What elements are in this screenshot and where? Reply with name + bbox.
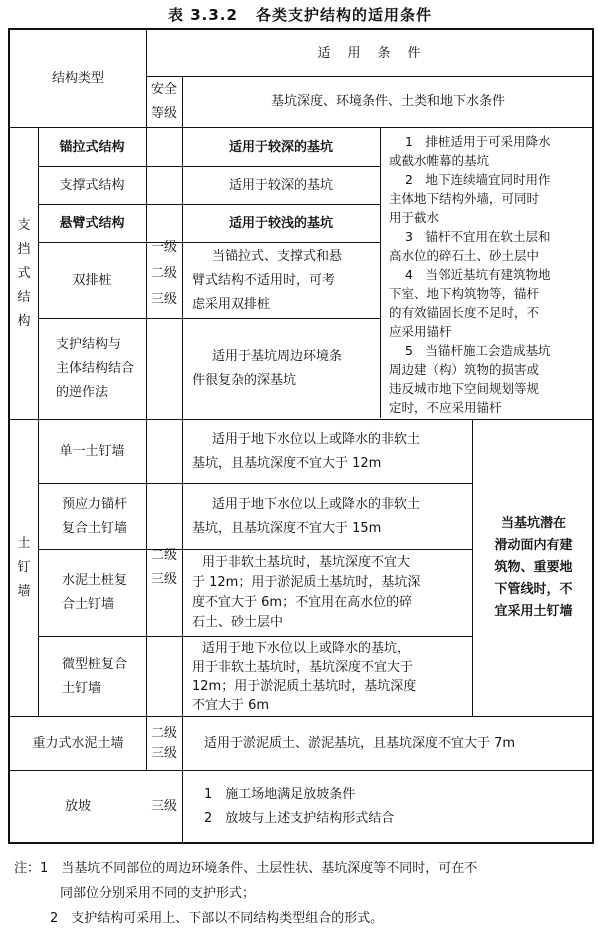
retaining-structure-notes: 1 排桩适用于可采用降水 或截水帷幕的基坑 2 地下连续墙宜同时用作 主体地下结构外墙，可同时 用于截水 3 锚杆不宜用在软土层和 高水位的碎石土、砂土层中 4 当邻近基坑有建筑物地 下室、地下构筑物等，锚杆 的有效锚固长度不足时，不 应采用锚杆 5 当锚杆施工会造成基坑 周边建（构）筑物的损害或 违反城市地下空间规划等规 定时，不应采用锚杆 [389,134,551,415]
header-structure-type: 结构类型 [51,71,104,86]
type-cantilever-structure: 悬臂式结构 [59,216,125,231]
note-1-line-1: 注：1 当基坑不同部位的周边环境条件、土层性状、基坑深度等不同时，可在不 [14,861,478,876]
type-micropile-nail: 微型桩复合 土钉墙 [62,656,128,696]
soil-nail-wall-note: 当基坑潜在 滑动面内有建 筑物、重要地 下管线时，不 宜采用土钉墙 [494,516,573,619]
type-braced-structure: 支撑式结构 [59,178,125,193]
group-soil-nail-wall: 土 钉 墙 [17,536,31,599]
cond-single-soil-nail: 适用于地下水位以上或降水的非软土 基坑，且基坑深度不宜大于 12m [192,431,421,471]
level-gravity-wall: 二级 三级 [150,725,177,761]
cond-braced: 适用于较深的基坑 [228,178,333,193]
conditions-table [8,28,594,844]
type-slope: 放坡 [64,799,91,814]
type-anchored-structure: 锚拉式结构 [59,139,125,155]
cond-gravity-wall: 适用于淤泥质土、淤泥基坑，且基坑深度不宜大于 7m [204,736,516,751]
cond-top-down: 适用于基坑周边环境条 件很复杂的深基坑 [192,349,343,388]
header-conditions-detail: 基坑深度、环境条件、土类和地下水条件 [270,94,505,109]
note-2: 2 支护结构可采用上、下部以不同结构类型组合的形式。 [50,911,384,926]
type-top-down-method: 支护结构与 主体结构结合 的逆作法 [56,337,135,400]
type-cement-pile-nail: 水泥土桩复 合土钉墙 [62,573,128,612]
level-retaining: 一级 二级 三级 [150,239,177,307]
level-soil-nail: 二级 三级 [150,548,177,587]
type-single-soil-nail: 单一土钉墙 [59,444,125,459]
cond-prestressed-anchor-nail: 适用于地下水位以上或降水的非软土 基坑，且基坑深度不宜大于 15m [192,496,421,536]
cond-micropile-nail: 适用于地下水位以上或降水的基坑， 用于非软土基坑时，基坑深度不宜大于 12m；用于淤泥质土基坑时，基坑深度 不宜大于 6m [192,640,417,713]
table-number: 表 3.3.2 [168,6,238,24]
cond-anchored: 适用于较深的基坑 [228,139,333,155]
header-safety-level: 安全 等级 [150,81,177,121]
type-prestressed-anchor-nail: 预应力锚杆 复合土钉墙 [62,496,128,536]
table-title-text: 各类支护结构的适用条件 [255,6,432,24]
type-gravity-cement-wall: 重力式水泥土墙 [32,736,124,751]
level-slope: 三级 [150,799,177,814]
cond-double-row: 当锚拉式、支撑式和悬 臂式结构不适用时，可考 虑采用双排桩 [192,248,343,312]
type-double-row-piles: 双排桩 [72,273,112,288]
note-1-line-2: 同部位分别采用不同的支护形式； [60,886,256,901]
cond-slope: 1 施工场地满足放坡条件 2 放坡与上述支护结构形式结合 [204,786,395,826]
group-retaining-structure: 支 挡 式 结 构 [17,217,31,329]
header-conditions: 适 用 条 件 [317,45,423,61]
cond-cement-pile-nail: 用于非软土基坑时，基坑深度不宜大 于 12m；用于淤泥质土基坑时，基坑深 度不宜大于 6m；不宜用在高水位的碎 石土、砂土层中 [192,555,421,630]
table-notes [14,856,594,931]
table-title [0,4,600,25]
cond-cantilever: 适用于较浅的基坑 [228,216,333,231]
